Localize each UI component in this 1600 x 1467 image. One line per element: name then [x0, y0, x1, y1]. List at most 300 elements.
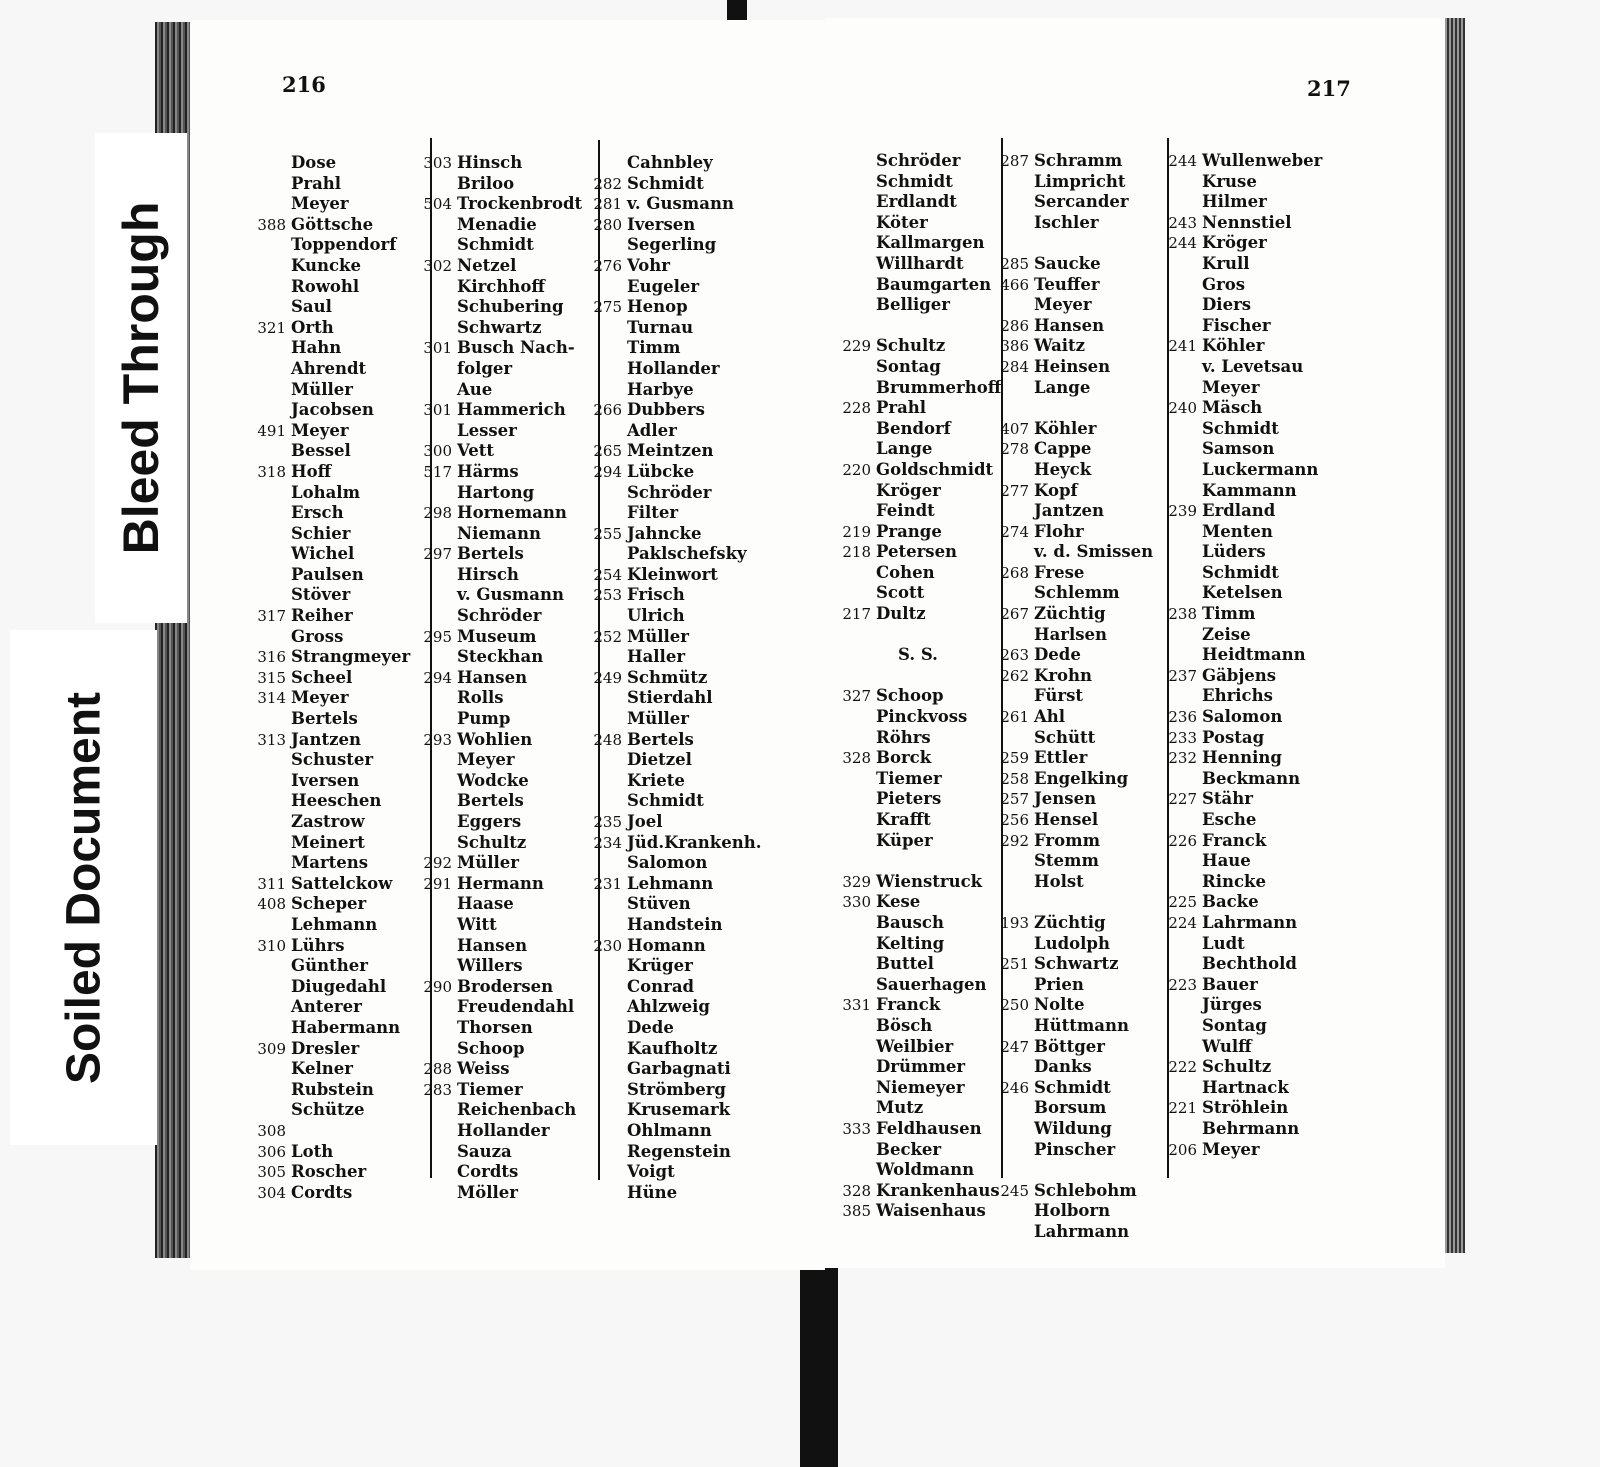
resident-name: Köhler: [1034, 418, 1097, 438]
directory-entry: [983, 934, 1153, 955]
directory-entry: [576, 1121, 761, 1142]
resident-name: Schmidt: [1034, 1077, 1111, 1097]
resident-name: Woldmann: [876, 1160, 975, 1180]
page-number: 217: [1307, 76, 1351, 101]
directory-entry: [825, 1037, 1001, 1058]
directory-entry: [240, 915, 410, 936]
directory-entry: [406, 853, 582, 874]
house-number: [825, 501, 876, 522]
directory-entry: [406, 1039, 582, 1060]
house-number: [983, 1222, 1034, 1243]
house-number: [406, 791, 457, 812]
directory-entry: [825, 460, 1001, 481]
resident-name: Ludt: [1202, 933, 1245, 953]
resident-name: Nolte: [1034, 995, 1085, 1015]
house-number: 267: [1000, 605, 1029, 624]
house-number: [576, 750, 627, 771]
house-number: [240, 565, 291, 586]
resident-name: Heidtmann: [1202, 645, 1306, 665]
house-number: [406, 277, 457, 298]
directory-entry: [240, 833, 410, 854]
house-number: [983, 1098, 1034, 1119]
house-number: 227: [1168, 790, 1197, 809]
resident-name: Ahlzweig: [627, 997, 710, 1017]
house-number: [983, 728, 1034, 749]
house-number: [983, 872, 1034, 893]
bleed-through-label: Bleed Through: [95, 133, 187, 623]
house-number: 278: [1000, 440, 1029, 459]
house-number: [825, 1078, 876, 1099]
resident-name: Brummerhoff: [876, 377, 1002, 397]
resident-name: Lohalm: [291, 482, 361, 502]
resident-name: Zastrow: [291, 812, 365, 831]
resident-name: Hollander: [627, 358, 720, 378]
directory-entry: [240, 1183, 410, 1204]
directory-entry: [240, 1121, 410, 1142]
directory-entry: [240, 709, 410, 730]
directory-entry: [983, 542, 1153, 563]
house-number: [1151, 192, 1202, 213]
resident-name: Iversen: [291, 770, 360, 790]
directory-entry: [983, 645, 1153, 666]
resident-name: Dultz: [876, 604, 926, 624]
house-number: [576, 235, 627, 256]
directory-entry: [406, 400, 582, 421]
house-number: 517: [423, 462, 452, 481]
resident-name: Bertels: [457, 791, 524, 811]
directory-entry: [576, 812, 761, 833]
house-number: 330: [842, 893, 871, 912]
directory-entry: [406, 1162, 582, 1183]
directory-entry: [406, 709, 582, 730]
house-number: [825, 851, 876, 872]
resident-name: Müller: [627, 709, 689, 729]
house-number: [406, 359, 457, 380]
resident-name: Kelting: [876, 933, 945, 953]
house-number: [576, 709, 627, 730]
house-number: [240, 235, 291, 256]
directory-entry: [406, 297, 582, 318]
resident-name: Ludolph: [1034, 933, 1110, 953]
house-number: 238: [1168, 605, 1197, 624]
resident-name: Vett: [457, 441, 495, 461]
directory-entry: [240, 421, 410, 442]
directory-entry: [576, 997, 761, 1018]
directory-entry: [576, 1059, 761, 1080]
house-number: 290: [423, 977, 452, 996]
directory-entry: [406, 1080, 582, 1101]
resident-name: Hartnack: [1202, 1077, 1289, 1097]
directory-entry: [825, 748, 1001, 769]
house-number: [1151, 316, 1202, 337]
directory-entry: [825, 336, 1001, 357]
directory-entry: [576, 956, 761, 977]
house-number: [576, 483, 627, 504]
directory-entry: [825, 707, 1001, 728]
directory-entry: [983, 460, 1153, 481]
house-number: 331: [842, 996, 871, 1015]
house-number: 311: [257, 874, 286, 893]
house-number: [576, 1059, 627, 1080]
directory-entry: [825, 419, 1001, 440]
directory-entry: [576, 318, 761, 339]
resident-name: Henop: [627, 297, 688, 317]
house-number: 218: [842, 543, 871, 562]
directory-entry: [1151, 1098, 1322, 1119]
resident-name: Eugeler: [627, 276, 700, 296]
house-number: [1151, 378, 1202, 399]
house-number: [825, 254, 876, 275]
house-number: 244: [1168, 152, 1197, 170]
resident-name: Hinsch: [457, 153, 523, 172]
house-number: [825, 625, 876, 646]
resident-name: Lübcke: [627, 461, 695, 481]
resident-name: Meyer: [1034, 295, 1092, 315]
directory-entry: [825, 542, 1001, 563]
directory-entry: [983, 1078, 1153, 1099]
directory-entry: [983, 233, 1153, 254]
directory-entry: [406, 359, 582, 380]
resident-name: Paklschefsky: [627, 544, 747, 564]
house-number: 504: [423, 195, 452, 214]
directory-entry: [240, 688, 410, 709]
house-number: 259: [1000, 749, 1029, 768]
directory-entry: [983, 975, 1153, 996]
directory-entry: [1151, 501, 1322, 522]
directory-entry: [983, 254, 1153, 275]
directory-entry: [406, 874, 582, 895]
house-number: 305: [257, 1163, 286, 1182]
house-number: 240: [1168, 399, 1197, 418]
section-heading: S. S.: [898, 645, 938, 665]
resident-name: Gros: [1202, 274, 1246, 294]
resident-name: Flohr: [1034, 521, 1084, 541]
resident-name: Beckmann: [1202, 768, 1301, 788]
resident-name: Kelner: [291, 1059, 353, 1079]
resident-name: Niemeyer: [876, 1077, 965, 1097]
resident-name: Kese: [876, 892, 921, 912]
resident-name: Krull: [1202, 253, 1250, 273]
directory-entry: [983, 151, 1153, 172]
resident-name: Lange: [876, 439, 933, 459]
column-3: [576, 153, 761, 1203]
directory-entry: [576, 1080, 761, 1101]
house-number: [825, 419, 876, 440]
resident-name: Wichel: [291, 544, 355, 564]
house-number: [825, 769, 876, 790]
resident-name: Menten: [1202, 521, 1273, 541]
resident-name: Hüne: [627, 1182, 678, 1202]
house-number: 286: [1000, 316, 1029, 335]
resident-name: Bausch: [876, 912, 944, 932]
directory-entry: [825, 666, 1001, 687]
resident-name: Dede: [627, 1017, 674, 1037]
resident-name: Iversen: [627, 214, 696, 234]
directory-entry: [825, 213, 1001, 234]
column-1: [825, 151, 1001, 1222]
house-number: [983, 1016, 1034, 1037]
house-number: [240, 194, 291, 215]
directory-entry: [1151, 213, 1322, 234]
house-number: [1151, 254, 1202, 275]
resident-name: Stähr: [1202, 789, 1253, 809]
resident-name: Schuster: [291, 750, 374, 770]
directory-entry: [240, 956, 410, 977]
resident-name: folger: [457, 358, 513, 378]
directory-entry: [825, 151, 1001, 172]
resident-name: Kammann: [1202, 480, 1297, 500]
house-number: [825, 810, 876, 831]
directory-entry: [576, 1162, 761, 1183]
directory-entry: [240, 483, 410, 504]
directory-entry: [825, 1201, 1001, 1222]
resident-name: Teuffer: [1034, 274, 1100, 294]
resident-name: Heeschen: [291, 791, 382, 811]
house-number: [983, 583, 1034, 604]
resident-name: Kriete: [627, 770, 685, 790]
house-number: [406, 750, 457, 771]
resident-name: Meyer: [291, 194, 349, 214]
directory-entry: [983, 357, 1153, 378]
directory-entry: [1151, 872, 1322, 893]
resident-name: Erdlandt: [876, 192, 957, 212]
directory-entry: [825, 645, 1001, 666]
house-number: [825, 151, 876, 172]
directory-entry: [1151, 172, 1322, 193]
resident-name: Tiemer: [876, 768, 942, 788]
directory-entry: [240, 853, 410, 874]
directory-entry: [1151, 1078, 1322, 1099]
house-number: [240, 915, 291, 936]
house-number: [576, 380, 627, 401]
resident-name: Bertels: [291, 709, 358, 729]
directory-entry: [825, 872, 1001, 893]
house-number: [576, 153, 627, 174]
resident-name: Ströhlein: [1202, 1098, 1289, 1118]
directory-entry: [1151, 522, 1322, 543]
resident-name: Ersch: [291, 503, 344, 523]
resident-name: Günther: [291, 956, 368, 976]
resident-name: Heinsen: [1034, 356, 1111, 376]
directory-entry: [576, 297, 761, 318]
resident-name: Haller: [627, 647, 686, 667]
directory-entry: [406, 215, 582, 236]
house-number: 233: [1168, 728, 1197, 747]
resident-name: Regenstein: [627, 1141, 731, 1161]
directory-entry: [240, 544, 410, 565]
directory-entry: [1151, 666, 1322, 687]
directory-entry: [406, 647, 582, 668]
resident-name: Anterer: [291, 997, 362, 1017]
house-number: [576, 277, 627, 298]
resident-name: Brodersen: [457, 976, 554, 996]
directory-entry: [240, 297, 410, 318]
resident-name: Timm: [627, 338, 681, 358]
resident-name: Jensen: [1034, 789, 1097, 809]
house-number: 230: [593, 936, 622, 955]
resident-name: Rubstein: [291, 1079, 374, 1099]
house-number: 317: [257, 607, 286, 626]
resident-name: Krohn: [1034, 665, 1093, 685]
directory-entry: [576, 627, 761, 648]
house-number: [1151, 419, 1202, 440]
directory-entry: [576, 936, 761, 957]
resident-name: Goldschmidt: [876, 459, 994, 479]
house-number: [406, 833, 457, 854]
resident-name: Garbagnati: [627, 1059, 731, 1079]
resident-name: Wildung: [1034, 1118, 1112, 1138]
resident-name: Hornemann: [457, 503, 567, 523]
directory-entry: [825, 604, 1001, 625]
house-number: [406, 812, 457, 833]
house-number: [825, 233, 876, 254]
resident-name: Ahl: [1034, 707, 1066, 727]
directory-entry: [1151, 954, 1322, 975]
page-217: [825, 18, 1445, 1268]
house-number: [825, 172, 876, 193]
directory-entry: [825, 913, 1001, 934]
resident-name: Stöver: [291, 585, 351, 605]
resident-name: Orth: [291, 317, 334, 337]
resident-name: Schmidt: [876, 171, 953, 191]
house-number: [576, 956, 627, 977]
resident-name: Cordts: [457, 1162, 519, 1182]
directory-entry: [825, 625, 1001, 646]
house-number: [1151, 439, 1202, 460]
resident-name: Hüttmann: [1034, 1015, 1129, 1035]
house-number: [406, 1121, 457, 1142]
resident-name: Zeise: [1202, 624, 1251, 644]
house-number: 249: [593, 668, 622, 687]
directory-entry: [983, 872, 1153, 893]
resident-name: Ehrichs: [1202, 686, 1273, 706]
resident-name: Schmütz: [627, 667, 708, 687]
resident-name: Krankenhaus: [876, 1180, 1000, 1200]
directory-entry: [240, 359, 410, 380]
house-number: [983, 378, 1034, 399]
house-number: [406, 565, 457, 586]
resident-name: Schramm: [1034, 151, 1123, 170]
resident-name: Petersen: [876, 542, 958, 562]
directory-entry: [825, 1098, 1001, 1119]
house-number: 308: [257, 1121, 286, 1140]
directory-entry: [983, 954, 1153, 975]
resident-name: Jacobsen: [291, 400, 374, 420]
directory-entry: [983, 1140, 1153, 1161]
house-number: [240, 277, 291, 298]
resident-name: Meyer: [457, 750, 515, 770]
house-number: 385: [842, 1202, 871, 1221]
directory-entry: [983, 192, 1153, 213]
directory-entry: [576, 235, 761, 256]
resident-name: Haue: [1202, 851, 1251, 871]
directory-entry: [825, 1078, 1001, 1099]
resident-name: Dede: [1034, 645, 1081, 665]
resident-name: Fürst: [1034, 686, 1084, 706]
resident-name: Lehmann: [291, 914, 378, 934]
house-number: [825, 1160, 876, 1181]
resident-name: Postag: [1202, 727, 1265, 747]
house-number: [1151, 851, 1202, 872]
resident-name: Schultz: [876, 336, 946, 356]
house-number: [825, 975, 876, 996]
directory-entry: [825, 398, 1001, 419]
house-number: 407: [1000, 419, 1029, 438]
house-number: [406, 771, 457, 792]
directory-entry: [240, 235, 410, 256]
resident-name: Hammerich: [457, 400, 566, 420]
house-number: 232: [1168, 749, 1197, 768]
house-number: 231: [593, 874, 622, 893]
resident-name: Adler: [627, 420, 677, 440]
directory-entry: [825, 789, 1001, 810]
resident-name: Sauerhagen: [876, 974, 987, 994]
house-number: 284: [1000, 357, 1029, 376]
directory-entry: [1151, 316, 1322, 337]
resident-name: Schoop: [457, 1038, 525, 1058]
house-number: [983, 975, 1034, 996]
directory-entry: [576, 874, 761, 895]
resident-name: Wullenweber: [1202, 151, 1323, 170]
directory-entry: [1151, 748, 1322, 769]
house-number: [1151, 934, 1202, 955]
directory-entry: [983, 810, 1153, 831]
resident-name: Wienstruck: [876, 871, 983, 891]
house-number: [240, 853, 291, 874]
directory-entry: [1151, 1037, 1322, 1058]
house-number: [406, 688, 457, 709]
house-number: 266: [593, 401, 622, 420]
house-number: [1151, 1016, 1202, 1037]
directory-entry: [983, 336, 1153, 357]
house-number: 258: [1000, 769, 1029, 788]
directory-entry: [240, 277, 410, 298]
house-number: [240, 524, 291, 545]
house-number: [576, 503, 627, 524]
directory-entry: [1151, 233, 1322, 254]
house-number: 253: [593, 586, 622, 605]
house-number: 287: [1000, 152, 1029, 170]
house-number: [825, 439, 876, 460]
house-number: [825, 1057, 876, 1078]
house-number: [576, 1018, 627, 1039]
directory-entry: [406, 1059, 582, 1080]
house-number: [825, 954, 876, 975]
resident-name: Gäbjens: [1202, 665, 1277, 685]
resident-name: Schultz: [1202, 1057, 1272, 1077]
directory-entry: [576, 1100, 761, 1121]
resident-name: Müller: [291, 379, 353, 399]
resident-name: Museum: [457, 626, 537, 646]
house-number: 239: [1168, 502, 1197, 521]
directory-entry: [576, 153, 761, 174]
resident-name: Möller: [457, 1182, 518, 1202]
resident-name: Salomon: [627, 853, 708, 873]
house-number: [406, 894, 457, 915]
resident-name: Wohlien: [457, 729, 533, 749]
house-number: 280: [593, 215, 622, 234]
resident-name: Bösch: [876, 1015, 933, 1035]
directory-entry: [825, 481, 1001, 502]
directory-entry: [983, 1201, 1153, 1222]
directory-entry: [240, 1018, 410, 1039]
house-number: 217: [842, 605, 871, 624]
house-number: [576, 1162, 627, 1183]
resident-name: Buttel: [876, 954, 934, 974]
resident-name: Jantzen: [1034, 501, 1104, 521]
resident-name: Franck: [1202, 830, 1267, 850]
house-number: [825, 213, 876, 234]
